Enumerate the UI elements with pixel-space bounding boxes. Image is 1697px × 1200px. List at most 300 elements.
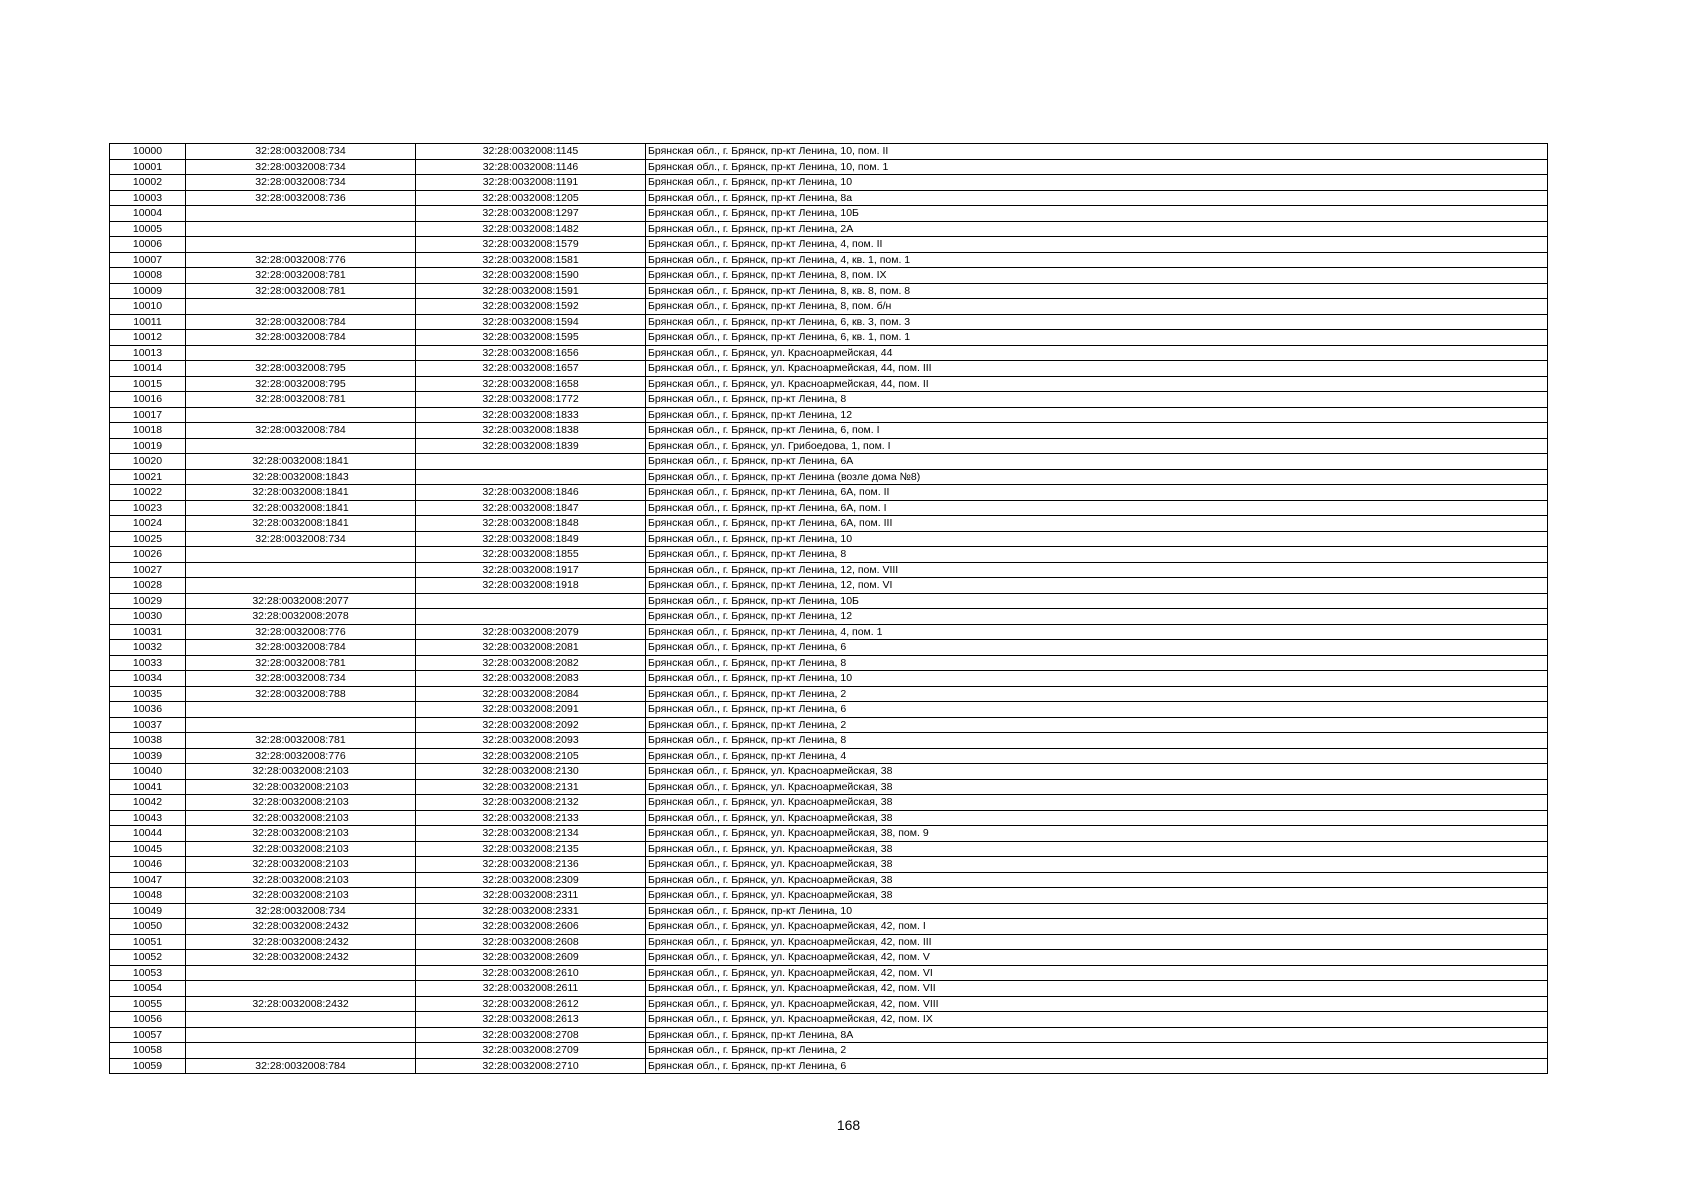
cadastral-number-cell: 32:28:0032008:2708 xyxy=(416,1027,646,1043)
parent-cadastral-number-cell: 32:28:0032008:784 xyxy=(186,423,416,439)
cadastral-number-cell: 32:28:0032008:2132 xyxy=(416,795,646,811)
cadastral-number-cell: 32:28:0032008:1191 xyxy=(416,175,646,191)
cadastral-number-cell: 32:28:0032008:2331 xyxy=(416,903,646,919)
address-cell: Брянская обл., г. Брянск, пр-кт Ленина, 6А, пом. I xyxy=(646,500,1548,516)
row-number-cell: 10045 xyxy=(110,841,186,857)
parent-cadastral-number-cell: 32:28:0032008:734 xyxy=(186,159,416,175)
row-number-cell: 10031 xyxy=(110,624,186,640)
table-row xyxy=(110,392,1548,408)
table-row xyxy=(110,376,1548,392)
address-cell: Брянская обл., г. Брянск, ул. Красноармейская, 44, пом. III xyxy=(646,361,1548,377)
address-cell: Брянская обл., г. Брянск, пр-кт Ленина, 12, пом. VI xyxy=(646,578,1548,594)
cadastral-number-cell: 32:28:0032008:2613 xyxy=(416,1012,646,1028)
table-row xyxy=(110,857,1548,873)
address-cell: Брянская обл., г. Брянск, ул. Красноармейская, 38 xyxy=(646,810,1548,826)
address-cell: Брянская обл., г. Брянск, пр-кт Ленина, 2А xyxy=(646,221,1548,237)
parent-cadastral-number-cell: 32:28:0032008:1841 xyxy=(186,485,416,501)
row-number-cell: 10049 xyxy=(110,903,186,919)
address-cell: Брянская обл., г. Брянск, ул. Красноармейская, 38 xyxy=(646,857,1548,873)
parent-cadastral-number-cell: 32:28:0032008:2432 xyxy=(186,919,416,935)
table-row xyxy=(110,996,1548,1012)
table-row xyxy=(110,717,1548,733)
table-row xyxy=(110,702,1548,718)
cadastral-number-cell: 32:28:0032008:2133 xyxy=(416,810,646,826)
row-number-cell: 10011 xyxy=(110,314,186,330)
parent-cadastral-number-cell: 32:28:0032008:1841 xyxy=(186,516,416,532)
row-number-cell: 10023 xyxy=(110,500,186,516)
row-number-cell: 10014 xyxy=(110,361,186,377)
parent-cadastral-number-cell: 32:28:0032008:2103 xyxy=(186,872,416,888)
table-row xyxy=(110,640,1548,656)
address-cell: Брянская обл., г. Брянск, ул. Грибоедова, 1, пом. I xyxy=(646,438,1548,454)
cadastral-number-cell: 32:28:0032008:1297 xyxy=(416,206,646,222)
address-cell: Брянская обл., г. Брянск, ул. Красноармейская, 38 xyxy=(646,872,1548,888)
address-cell: Брянская обл., г. Брянск, пр-кт Ленина, 6 xyxy=(646,640,1548,656)
parent-cadastral-number-cell: 32:28:0032008:788 xyxy=(186,686,416,702)
cadastral-number-cell: 32:28:0032008:2093 xyxy=(416,733,646,749)
address-cell: Брянская обл., г. Брянск, пр-кт Ленина, 4 xyxy=(646,748,1548,764)
parent-cadastral-number-cell: 32:28:0032008:734 xyxy=(186,671,416,687)
table-row xyxy=(110,237,1548,253)
address-cell: Брянская обл., г. Брянск, ул. Красноармейская, 42, пом. IX xyxy=(646,1012,1548,1028)
table-row xyxy=(110,531,1548,547)
address-cell: Брянская обл., г. Брянск, ул. Красноармейская, 38 xyxy=(646,841,1548,857)
table-row xyxy=(110,299,1548,315)
row-number-cell: 10036 xyxy=(110,702,186,718)
table-row xyxy=(110,764,1548,780)
address-cell: Брянская обл., г. Брянск, ул. Красноармейская, 38 xyxy=(646,888,1548,904)
cadastral-number-cell: 32:28:0032008:1595 xyxy=(416,330,646,346)
parent-cadastral-number-cell xyxy=(186,562,416,578)
address-cell: Брянская обл., г. Брянск, пр-кт Ленина, 6, пом. I xyxy=(646,423,1548,439)
table-row xyxy=(110,810,1548,826)
cadastral-number-cell: 32:28:0032008:1833 xyxy=(416,407,646,423)
table-row xyxy=(110,252,1548,268)
cadastral-number-cell: 32:28:0032008:1849 xyxy=(416,531,646,547)
address-cell: Брянская обл., г. Брянск, пр-кт Ленина, 2 xyxy=(646,717,1548,733)
table-row xyxy=(110,888,1548,904)
parent-cadastral-number-cell: 32:28:0032008:2103 xyxy=(186,764,416,780)
parent-cadastral-number-cell: 32:28:0032008:2077 xyxy=(186,593,416,609)
cadastral-number-cell: 32:28:0032008:2084 xyxy=(416,686,646,702)
table-row xyxy=(110,748,1548,764)
row-number-cell: 10050 xyxy=(110,919,186,935)
cadastral-number-cell: 32:28:0032008:2709 xyxy=(416,1043,646,1059)
row-number-cell: 10024 xyxy=(110,516,186,532)
cadastral-number-cell: 32:28:0032008:2710 xyxy=(416,1058,646,1074)
cadastral-number-cell: 32:28:0032008:1594 xyxy=(416,314,646,330)
address-cell: Брянская обл., г. Брянск, ул. Красноармейская, 42, пом. V xyxy=(646,950,1548,966)
row-number-cell: 10005 xyxy=(110,221,186,237)
cadastral-number-cell: 32:28:0032008:1482 xyxy=(416,221,646,237)
parent-cadastral-number-cell: 32:28:0032008:776 xyxy=(186,624,416,640)
parent-cadastral-number-cell: 32:28:0032008:784 xyxy=(186,314,416,330)
table-row xyxy=(110,950,1548,966)
cadastral-number-cell: 32:28:0032008:2082 xyxy=(416,655,646,671)
parent-cadastral-number-cell: 32:28:0032008:2103 xyxy=(186,888,416,904)
row-number-cell: 10033 xyxy=(110,655,186,671)
row-number-cell: 10053 xyxy=(110,965,186,981)
table-row xyxy=(110,965,1548,981)
cadastral-number-cell xyxy=(416,593,646,609)
address-cell: Брянская обл., г. Брянск, ул. Красноармейская, 42, пом. VIII xyxy=(646,996,1548,1012)
row-number-cell: 10030 xyxy=(110,609,186,625)
row-number-cell: 10000 xyxy=(110,144,186,160)
table-row xyxy=(110,500,1548,516)
cadastral-number-cell: 32:28:0032008:1847 xyxy=(416,500,646,516)
row-number-cell: 10032 xyxy=(110,640,186,656)
row-number-cell: 10004 xyxy=(110,206,186,222)
cadastral-number-cell: 32:28:0032008:2606 xyxy=(416,919,646,935)
parent-cadastral-number-cell xyxy=(186,717,416,733)
table-row xyxy=(110,330,1548,346)
address-cell: Брянская обл., г. Брянск, пр-кт Ленина, 8 xyxy=(646,733,1548,749)
table-row xyxy=(110,159,1548,175)
row-number-cell: 10039 xyxy=(110,748,186,764)
parent-cadastral-number-cell: 32:28:0032008:2103 xyxy=(186,810,416,826)
page-number: 168 xyxy=(836,1117,861,1133)
table-row xyxy=(110,485,1548,501)
parent-cadastral-number-cell: 32:28:0032008:2432 xyxy=(186,950,416,966)
table-row xyxy=(110,872,1548,888)
table-row xyxy=(110,345,1548,361)
cadastral-number-cell: 32:28:0032008:2092 xyxy=(416,717,646,733)
row-number-cell: 10038 xyxy=(110,733,186,749)
parent-cadastral-number-cell: 32:28:0032008:784 xyxy=(186,330,416,346)
table-row xyxy=(110,438,1548,454)
row-number-cell: 10017 xyxy=(110,407,186,423)
cadastral-number-cell: 32:28:0032008:1657 xyxy=(416,361,646,377)
table-row xyxy=(110,1043,1548,1059)
address-cell: Брянская обл., г. Брянск, пр-кт Ленина, 10 xyxy=(646,531,1548,547)
table-row xyxy=(110,423,1548,439)
parent-cadastral-number-cell: 32:28:0032008:2103 xyxy=(186,857,416,873)
cadastral-number-cell: 32:28:0032008:1146 xyxy=(416,159,646,175)
parent-cadastral-number-cell: 32:28:0032008:781 xyxy=(186,733,416,749)
parent-cadastral-number-cell xyxy=(186,221,416,237)
parent-cadastral-number-cell: 32:28:0032008:2078 xyxy=(186,609,416,625)
parent-cadastral-number-cell: 32:28:0032008:784 xyxy=(186,1058,416,1074)
cadastral-number-cell: 32:28:0032008:1855 xyxy=(416,547,646,563)
table-row xyxy=(110,144,1548,160)
parent-cadastral-number-cell xyxy=(186,981,416,997)
row-number-cell: 10041 xyxy=(110,779,186,795)
address-cell: Брянская обл., г. Брянск, пр-кт Ленина, 12 xyxy=(646,609,1548,625)
parent-cadastral-number-cell xyxy=(186,702,416,718)
parent-cadastral-number-cell: 32:28:0032008:781 xyxy=(186,283,416,299)
parent-cadastral-number-cell: 32:28:0032008:795 xyxy=(186,361,416,377)
row-number-cell: 10016 xyxy=(110,392,186,408)
table-row xyxy=(110,190,1548,206)
cadastral-number-cell: 32:28:0032008:1656 xyxy=(416,345,646,361)
cadastral-number-cell xyxy=(416,469,646,485)
parent-cadastral-number-cell: 32:28:0032008:2103 xyxy=(186,795,416,811)
address-cell: Брянская обл., г. Брянск, ул. Красноармейская, 38, пом. 9 xyxy=(646,826,1548,842)
table-row xyxy=(110,919,1548,935)
cadastral-number-cell: 32:28:0032008:1579 xyxy=(416,237,646,253)
address-cell: Брянская обл., г. Брянск, ул. Красноармейская, 38 xyxy=(646,795,1548,811)
cadastral-number-cell: 32:28:0032008:2079 xyxy=(416,624,646,640)
cadastral-number-cell: 32:28:0032008:2611 xyxy=(416,981,646,997)
cadastral-number-cell: 32:28:0032008:2612 xyxy=(416,996,646,1012)
row-number-cell: 10044 xyxy=(110,826,186,842)
address-cell: Брянская обл., г. Брянск, пр-кт Ленина, 2 xyxy=(646,686,1548,702)
address-cell: Брянская обл., г. Брянск, пр-кт Ленина, 8 xyxy=(646,392,1548,408)
row-number-cell: 10034 xyxy=(110,671,186,687)
table-row xyxy=(110,934,1548,950)
parent-cadastral-number-cell: 32:28:0032008:2103 xyxy=(186,779,416,795)
cadastral-number-cell: 32:28:0032008:1205 xyxy=(416,190,646,206)
cadastral-number-cell: 32:28:0032008:1581 xyxy=(416,252,646,268)
address-cell: Брянская обл., г. Брянск, ул. Красноармейская, 38 xyxy=(646,764,1548,780)
table-row xyxy=(110,1058,1548,1074)
table-row xyxy=(110,841,1548,857)
parent-cadastral-number-cell: 32:28:0032008:781 xyxy=(186,268,416,284)
address-cell: Брянская обл., г. Брянск, пр-кт Ленина, 4, пом. II xyxy=(646,237,1548,253)
row-number-cell: 10018 xyxy=(110,423,186,439)
address-cell: Брянская обл., г. Брянск, ул. Красноармейская, 42, пом. I xyxy=(646,919,1548,935)
table-row xyxy=(110,903,1548,919)
parent-cadastral-number-cell xyxy=(186,299,416,315)
table-row xyxy=(110,624,1548,640)
row-number-cell: 10019 xyxy=(110,438,186,454)
parent-cadastral-number-cell xyxy=(186,547,416,563)
row-number-cell: 10043 xyxy=(110,810,186,826)
parent-cadastral-number-cell xyxy=(186,1012,416,1028)
parent-cadastral-number-cell xyxy=(186,965,416,981)
address-cell: Брянская обл., г. Брянск, пр-кт Ленина, 2 xyxy=(646,1043,1548,1059)
cadastral-number-cell: 32:28:0032008:1590 xyxy=(416,268,646,284)
row-number-cell: 10042 xyxy=(110,795,186,811)
table-row xyxy=(110,609,1548,625)
address-cell: Брянская обл., г. Брянск, пр-кт Ленина, 6А, пом. III xyxy=(646,516,1548,532)
parent-cadastral-number-cell xyxy=(186,407,416,423)
address-cell: Брянская обл., г. Брянск, пр-кт Ленина (возле дома №8) xyxy=(646,469,1548,485)
address-cell: Брянская обл., г. Брянск, пр-кт Ленина, 4, пом. 1 xyxy=(646,624,1548,640)
cadastral-number-cell: 32:28:0032008:2610 xyxy=(416,965,646,981)
table-row xyxy=(110,314,1548,330)
table-row xyxy=(110,795,1548,811)
row-number-cell: 10006 xyxy=(110,237,186,253)
address-cell: Брянская обл., г. Брянск, ул. Красноармейская, 38 xyxy=(646,779,1548,795)
parent-cadastral-number-cell: 32:28:0032008:1841 xyxy=(186,500,416,516)
table-row xyxy=(110,268,1548,284)
cadastral-number-cell: 32:28:0032008:1846 xyxy=(416,485,646,501)
address-cell: Брянская обл., г. Брянск, пр-кт Ленина, 8а xyxy=(646,190,1548,206)
table-row xyxy=(110,516,1548,532)
parent-cadastral-number-cell xyxy=(186,1043,416,1059)
row-number-cell: 10058 xyxy=(110,1043,186,1059)
table-row xyxy=(110,221,1548,237)
row-number-cell: 10013 xyxy=(110,345,186,361)
row-number-cell: 10040 xyxy=(110,764,186,780)
row-number-cell: 10048 xyxy=(110,888,186,904)
address-cell: Брянская обл., г. Брянск, пр-кт Ленина, 8, пом. IX xyxy=(646,268,1548,284)
table-row xyxy=(110,826,1548,842)
table-row xyxy=(110,593,1548,609)
registry-table-body xyxy=(110,144,1548,1074)
parent-cadastral-number-cell: 32:28:0032008:736 xyxy=(186,190,416,206)
address-cell: Брянская обл., г. Брянск, пр-кт Ленина, 8, пом. б/н xyxy=(646,299,1548,315)
row-number-cell: 10029 xyxy=(110,593,186,609)
row-number-cell: 10047 xyxy=(110,872,186,888)
table-row xyxy=(110,1012,1548,1028)
cadastral-number-cell: 32:28:0032008:2135 xyxy=(416,841,646,857)
address-cell: Брянская обл., г. Брянск, пр-кт Ленина, 12 xyxy=(646,407,1548,423)
row-number-cell: 10026 xyxy=(110,547,186,563)
address-cell: Брянская обл., г. Брянск, пр-кт Ленина, 6А, пом. II xyxy=(646,485,1548,501)
cadastral-number-cell: 32:28:0032008:2309 xyxy=(416,872,646,888)
table-row xyxy=(110,671,1548,687)
row-number-cell: 10054 xyxy=(110,981,186,997)
table-row xyxy=(110,981,1548,997)
row-number-cell: 10051 xyxy=(110,934,186,950)
row-number-cell: 10046 xyxy=(110,857,186,873)
row-number-cell: 10027 xyxy=(110,562,186,578)
parent-cadastral-number-cell: 32:28:0032008:784 xyxy=(186,640,416,656)
row-number-cell: 10015 xyxy=(110,376,186,392)
parent-cadastral-number-cell: 32:28:0032008:781 xyxy=(186,655,416,671)
parent-cadastral-number-cell: 32:28:0032008:2432 xyxy=(186,996,416,1012)
row-number-cell: 10022 xyxy=(110,485,186,501)
row-number-cell: 10001 xyxy=(110,159,186,175)
address-cell: Брянская обл., г. Брянск, ул. Красноармейская, 42, пом. III xyxy=(646,934,1548,950)
row-number-cell: 10007 xyxy=(110,252,186,268)
parent-cadastral-number-cell: 32:28:0032008:734 xyxy=(186,144,416,160)
cadastral-number-cell: 32:28:0032008:2130 xyxy=(416,764,646,780)
table-row xyxy=(110,578,1548,594)
cadastral-number-cell: 32:28:0032008:2609 xyxy=(416,950,646,966)
parent-cadastral-number-cell: 32:28:0032008:734 xyxy=(186,175,416,191)
address-cell: Брянская обл., г. Брянск, пр-кт Ленина, 10 xyxy=(646,671,1548,687)
table-row xyxy=(110,733,1548,749)
cadastral-number-cell: 32:28:0032008:2134 xyxy=(416,826,646,842)
parent-cadastral-number-cell xyxy=(186,206,416,222)
parent-cadastral-number-cell xyxy=(186,578,416,594)
cadastral-number-cell: 32:28:0032008:1658 xyxy=(416,376,646,392)
row-number-cell: 10003 xyxy=(110,190,186,206)
row-number-cell: 10025 xyxy=(110,531,186,547)
parent-cadastral-number-cell: 32:28:0032008:2432 xyxy=(186,934,416,950)
table-row xyxy=(110,283,1548,299)
table-row xyxy=(110,1027,1548,1043)
row-number-cell: 10021 xyxy=(110,469,186,485)
table-row xyxy=(110,454,1548,470)
cadastral-number-cell: 32:28:0032008:2311 xyxy=(416,888,646,904)
parent-cadastral-number-cell: 32:28:0032008:2103 xyxy=(186,841,416,857)
registry-table xyxy=(109,143,1548,1074)
table-row xyxy=(110,361,1548,377)
cadastral-number-cell: 32:28:0032008:2083 xyxy=(416,671,646,687)
table-row xyxy=(110,686,1548,702)
table-row xyxy=(110,779,1548,795)
address-cell: Брянская обл., г. Брянск, пр-кт Ленина, 6 xyxy=(646,702,1548,718)
address-cell: Брянская обл., г. Брянск, пр-кт Ленина, 8А xyxy=(646,1027,1548,1043)
parent-cadastral-number-cell: 32:28:0032008:734 xyxy=(186,531,416,547)
row-number-cell: 10055 xyxy=(110,996,186,1012)
row-number-cell: 10052 xyxy=(110,950,186,966)
cadastral-number-cell: 32:28:0032008:1918 xyxy=(416,578,646,594)
cadastral-number-cell: 32:28:0032008:1592 xyxy=(416,299,646,315)
table-row xyxy=(110,206,1548,222)
row-number-cell: 10020 xyxy=(110,454,186,470)
parent-cadastral-number-cell: 32:28:0032008:781 xyxy=(186,392,416,408)
parent-cadastral-number-cell xyxy=(186,438,416,454)
cadastral-number-cell xyxy=(416,609,646,625)
cadastral-number-cell: 32:28:0032008:1772 xyxy=(416,392,646,408)
address-cell: Брянская обл., г. Брянск, пр-кт Ленина, 8, кв. 8, пом. 8 xyxy=(646,283,1548,299)
row-number-cell: 10009 xyxy=(110,283,186,299)
address-cell: Брянская обл., г. Брянск, пр-кт Ленина, 10, пом. 1 xyxy=(646,159,1548,175)
address-cell: Брянская обл., г. Брянск, ул. Красноармейская, 42, пом. VII xyxy=(646,981,1548,997)
address-cell: Брянская обл., г. Брянск, пр-кт Ленина, 6, кв. 3, пом. 3 xyxy=(646,314,1548,330)
row-number-cell: 10002 xyxy=(110,175,186,191)
address-cell: Брянская обл., г. Брянск, пр-кт Ленина, 12, пом. VIII xyxy=(646,562,1548,578)
cadastral-number-cell: 32:28:0032008:1917 xyxy=(416,562,646,578)
address-cell: Брянская обл., г. Брянск, ул. Красноармейская, 42, пом. VI xyxy=(646,965,1548,981)
parent-cadastral-number-cell xyxy=(186,345,416,361)
cadastral-number-cell: 32:28:0032008:2091 xyxy=(416,702,646,718)
parent-cadastral-number-cell: 32:28:0032008:795 xyxy=(186,376,416,392)
parent-cadastral-number-cell: 32:28:0032008:2103 xyxy=(186,826,416,842)
address-cell: Брянская обл., г. Брянск, пр-кт Ленина, 8 xyxy=(646,655,1548,671)
cadastral-number-cell: 32:28:0032008:2131 xyxy=(416,779,646,795)
cadastral-number-cell: 32:28:0032008:1838 xyxy=(416,423,646,439)
address-cell: Брянская обл., г. Брянск, пр-кт Ленина, 10 xyxy=(646,175,1548,191)
table-row xyxy=(110,175,1548,191)
table-row xyxy=(110,655,1548,671)
parent-cadastral-number-cell: 32:28:0032008:776 xyxy=(186,748,416,764)
parent-cadastral-number-cell xyxy=(186,237,416,253)
parent-cadastral-number-cell xyxy=(186,1027,416,1043)
parent-cadastral-number-cell: 32:28:0032008:1843 xyxy=(186,469,416,485)
address-cell: Брянская обл., г. Брянск, пр-кт Ленина, 10Б xyxy=(646,206,1548,222)
address-cell: Брянская обл., г. Брянск, пр-кт Ленина, 4, кв. 1, пом. 1 xyxy=(646,252,1548,268)
row-number-cell: 10057 xyxy=(110,1027,186,1043)
address-cell: Брянская обл., г. Брянск, пр-кт Ленина, 10Б xyxy=(646,593,1548,609)
address-cell: Брянская обл., г. Брянск, пр-кт Ленина, 6, кв. 1, пом. 1 xyxy=(646,330,1548,346)
row-number-cell: 10059 xyxy=(110,1058,186,1074)
table-row xyxy=(110,407,1548,423)
address-cell: Брянская обл., г. Брянск, пр-кт Ленина, 8 xyxy=(646,547,1548,563)
row-number-cell: 10056 xyxy=(110,1012,186,1028)
table-row xyxy=(110,469,1548,485)
address-cell: Брянская обл., г. Брянск, пр-кт Ленина, 10, пом. II xyxy=(646,144,1548,160)
address-cell: Брянская обл., г. Брянск, пр-кт Ленина, 10 xyxy=(646,903,1548,919)
cadastral-number-cell: 32:28:0032008:2136 xyxy=(416,857,646,873)
row-number-cell: 10035 xyxy=(110,686,186,702)
row-number-cell: 10028 xyxy=(110,578,186,594)
address-cell: Брянская обл., г. Брянск, ул. Красноармейская, 44 xyxy=(646,345,1548,361)
address-cell: Брянская обл., г. Брянск, пр-кт Ленина, 6А xyxy=(646,454,1548,470)
parent-cadastral-number-cell: 32:28:0032008:776 xyxy=(186,252,416,268)
cadastral-number-cell: 32:28:0032008:2105 xyxy=(416,748,646,764)
parent-cadastral-number-cell: 32:28:0032008:1841 xyxy=(186,454,416,470)
parent-cadastral-number-cell: 32:28:0032008:734 xyxy=(186,903,416,919)
row-number-cell: 10010 xyxy=(110,299,186,315)
cadastral-number-cell: 32:28:0032008:2081 xyxy=(416,640,646,656)
cadastral-number-cell: 32:28:0032008:2608 xyxy=(416,934,646,950)
table-row xyxy=(110,562,1548,578)
cadastral-number-cell: 32:28:0032008:1145 xyxy=(416,144,646,160)
address-cell: Брянская обл., г. Брянск, пр-кт Ленина, 6 xyxy=(646,1058,1548,1074)
row-number-cell: 10012 xyxy=(110,330,186,346)
row-number-cell: 10037 xyxy=(110,717,186,733)
cadastral-number-cell xyxy=(416,454,646,470)
address-cell: Брянская обл., г. Брянск, ул. Красноармейская, 44, пом. II xyxy=(646,376,1548,392)
table-row xyxy=(110,547,1548,563)
cadastral-number-cell: 32:28:0032008:1839 xyxy=(416,438,646,454)
